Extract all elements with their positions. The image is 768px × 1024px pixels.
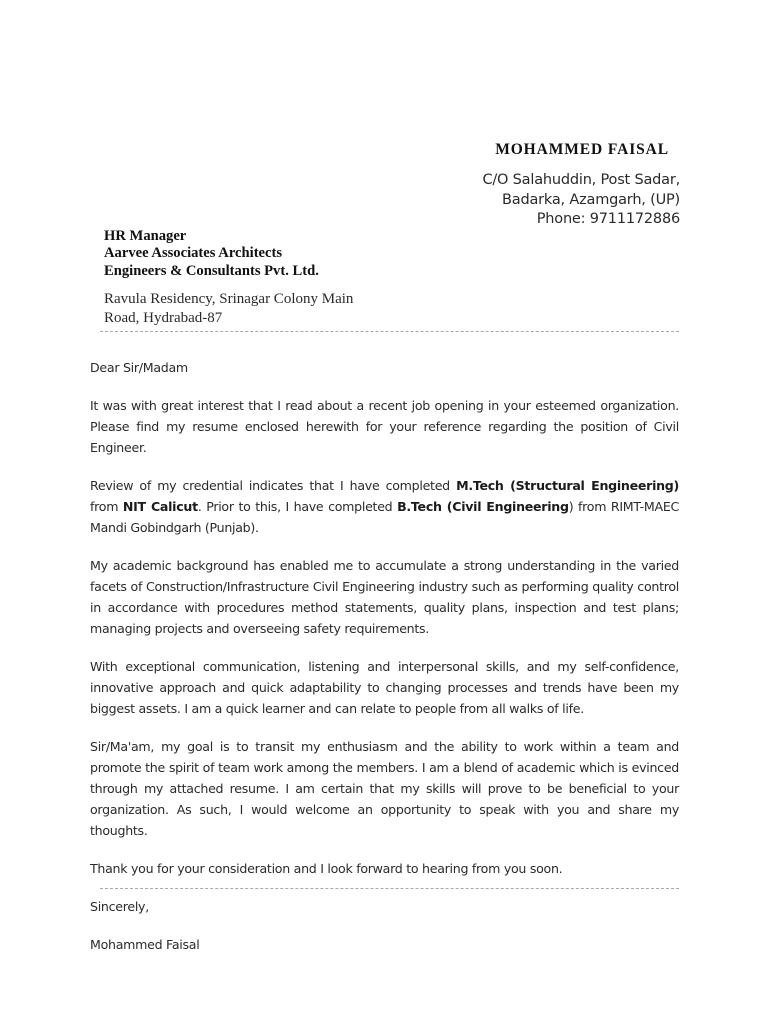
divider-top xyxy=(100,331,679,332)
sender-name: MOHAMMED FAISAL xyxy=(495,141,669,158)
salutation: Dear Sir/Madam xyxy=(90,360,188,375)
sender-address-block xyxy=(0,171,680,230)
education-degree-mtech: M.Tech (Structural Engineering) xyxy=(456,478,679,493)
recipient-company-line-2: Engineers & Consultants Pvt. Ltd. xyxy=(104,262,319,279)
paragraph-skills: With exceptional communication, listening and interpersonal skills, and my self-confidence, innovative approach and quick adaptability to changing processes and trends have been my biggest assets. I am a quick learner and can relate to people from all walks of life. xyxy=(90,659,679,716)
education-run-1: Review of my credential indicates that I have completed xyxy=(90,478,457,493)
education-run-2: from xyxy=(90,499,123,514)
recipient-address-block xyxy=(104,290,353,327)
letter-body xyxy=(90,357,679,955)
paragraph-background: My academic background has enabled me to accumulate a strong understanding in the varied facets of Construction/Infrastructure Civil Engineering industry such as performing quality control in accordance with procedures method statements, quality plans, inspection and test plans; managing projects and overseeing safety requirements. xyxy=(90,558,679,636)
closing-line: Thank you for your consideration and I look forward to hearing from you soon. xyxy=(90,861,563,876)
sender-address-line-1: C/O Salahuddin, Post Sadar, xyxy=(482,172,680,188)
recipient-address-line-2: Road, Hydrabad-87 xyxy=(104,309,223,326)
recipient-title: HR Manager xyxy=(104,228,187,244)
paragraph-goal: Sir/Ma'am, my goal is to transit my enthusiasm and the ability to work within a team and promote the spirit of team work among the members. I am a blend of academic which is evinced through my attached resume. I am certain that my skills will prove to be beneficial to your organization. As such, I would welcome an opportunity to speak with you and share my thoughts. xyxy=(90,739,679,838)
paragraph-education xyxy=(90,475,679,538)
recipient-address-line-1: Ravula Residency, Srinagar Colony Main xyxy=(104,291,354,307)
education-degree-btech: B.Tech (Civil Engineering xyxy=(397,499,569,514)
education-run-3: . Prior to this, I have completed xyxy=(197,499,398,514)
recipient-company-line-1: Aarvee Associates Architects xyxy=(104,245,283,262)
sender-address-line-2: Badarka, Azamgarh, (UP) xyxy=(502,191,680,208)
education-run-4: ) from RIMT-MAEC Mandi Gobindgarh (Punjab). xyxy=(90,499,680,535)
signature-name: Mohammed Faisal xyxy=(90,937,200,952)
paragraph-intro: It was with great interest that I read about a recent job opening in your esteemed organization. Please find my resume enclosed herewith for your reference regarding the position of Civil Engineer. xyxy=(90,398,679,455)
education-institute-nit: NIT Calicut xyxy=(122,499,198,514)
signoff: Sincerely, xyxy=(90,899,149,914)
recipient-block xyxy=(104,228,319,280)
sender-phone: Phone: 9711172886 xyxy=(536,211,680,227)
